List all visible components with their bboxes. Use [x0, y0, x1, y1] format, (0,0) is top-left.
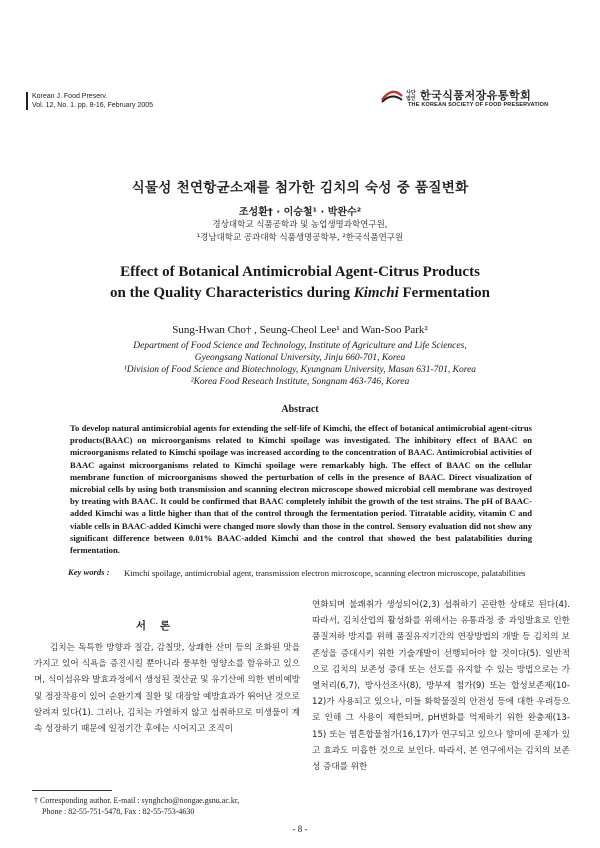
affiliation-english-line: Department of Food Science and Technology, Institute of Agriculture and Life Sciences,: [133, 341, 467, 351]
society-type-label: 사단 법인: [406, 90, 416, 102]
section-heading-introduction: 서론: [135, 620, 185, 632]
footnote-rule: [32, 790, 112, 791]
authors-english: Sung-Hwan Cho† , Seung-Cheol Lee¹ and Wan-Soo Park²: [172, 324, 428, 336]
body-column-right: 연화되며 불쾌취가 생성되어(2,3) 섭취하기 곤란한 상태로 된다(4). 따라서, 김치산업의 활성화를 위해서는 유통과정 중 과잉발효로 인한 품질저하 방지를 위해 품질유지기간의 연장방법의 개발 등 김치의 보존성을 증대시키 위한 기술개발이 선행되어야 할 것이다(5). 일반적으로 김치의 보존성 증대 또는 선도를 유지할 수 있는 방법으로는 가열처리(6,7), 방사선조사(8), 방부제 첨가(9) 또는 합성보존제(10-12)가 사용되고 있으나, 이들 화학물질의 안전성 등에 대한 우려등으로 인해 그 사용이 제한되며, pH변화를 억제하기 위한 완충제(13-15) 또는 염흔합물첨가(16,17)가 연구되고 있으나 향미에 문제가 있고 효과도 미흡한 것으로 보인다. 따라서, 본 연구에서는 김치의 보존성 증대를 위한: [312, 600, 570, 773]
affiliation-english-line: ²Korea Food Reseach Institute, Songnam 463-746, Korea: [190, 377, 410, 387]
title-english: [0, 262, 600, 304]
title-korean: 식물성 천연항균소재를 첨가한 김치의 숙성 중 품질변화: [131, 180, 469, 196]
page-number: - 8 -: [292, 824, 308, 834]
affiliation-english-line: Gyeongsang National University, Jinju 660-701, Korea: [194, 353, 406, 363]
footnote-phone: Phone : 82-55-751-5478, Fax : 82-55-753-4630: [42, 807, 195, 816]
society-logo-icon: [380, 88, 404, 104]
affiliation-korean-1: 경상대학교 식품공학과 및 농업생명과학연구원,: [212, 220, 388, 230]
title-english-line2: on the Quality Characteristics during Kimchi Fermentation: [110, 285, 490, 301]
abstract-text: To develop natural antimicrobial agents for extending the self-life of Kimchi, the effect of botanical antimicrobial agent-citrus products(BAAC) on microorganisms related to Kimchi spoilage was investigated. The inhibitory effect of BAAC on microorganisms related to Kimchi spoilage was increased according to the concentration of BAAC. Antimicrobial activities of BAAC against microorganisms related to Kimchi spoilage were remarkably high. The effect of BAAC on the cellular membrane function of microorganisms showed the perturbation of cells in the presence of BAAC. Direct visualization of microbial cells by using both transmission and scanning electron microscope showed microbial cell membrane was destroyed by treating with BAAC. It could be confirmed that BAAC completely inhibit the growth of the test strains. The pH of BAAC-added Kimchi was a little higher than that of the control through the fermentation period. Titratable acidity, vitamin C and viable cells in BAAC-added Kimchi were changed more slowly than those in the control. Sensory evaluation did not show any significant difference between 0.01% BAAC-added Kimchi and the control that showed the best palatabilities during fermentation.: [70, 423, 532, 556]
journal-name: Korean J. Food Preserv.: [32, 93, 108, 100]
journal-rule: [26, 92, 28, 110]
affiliation-korean-2: ¹경남대학교 공과대학 식품생명공학부, ²한국식품연구원: [196, 233, 404, 243]
keywords-label: Key words :: [68, 567, 110, 577]
footnote: [34, 795, 304, 817]
affiliation-english: [0, 340, 600, 388]
body-column-left: 김치는 독특한 방향과 질감, 감칠맛, 상쾌한 산미 등의 조화된 맛을 가지고 있어 식욕을 증진시킬 뿐아니라 풍부한 영양소를 함유하고 있으며, 식이섬유와 발효과정에서 생성된 젖산균 및 유기산에 의한 변비예방 및 정장작용이 있어 순환기계 질환 및 대장암 예방효과가 뛰어난 것으로 알려져 있다(1). 그러나, 김치는 가열하지 않고 섭취하므로 미생물이 계속 성장하기 때문에 일정기간 후에는 시어지고 조직이: [34, 643, 300, 735]
keywords-text: Kimchi spoilage, antimicrobial agent, transmission electron microscope, scanning electron microscope, palatabilities: [124, 568, 526, 578]
authors-korean: 조성환† · 이승철¹ · 박완수²: [238, 207, 362, 218]
footnote-email: † Corresponding author. E-mail : synghcho@nongae.gsnu.ac.kr,: [34, 796, 240, 805]
title-english-line1: Effect of Botanical Antimicrobial Agent-Citrus Products: [120, 264, 480, 280]
journal-citation: [32, 92, 153, 110]
society-name-en: THE KOREAN SOCIETY OF FOOD PRESERVATION: [408, 102, 549, 108]
abstract-heading: Abstract: [281, 404, 319, 415]
affiliation-english-line: ¹Division of Food Science and Biotechnology, Kyungnam University, Masan 631-701, Korea: [123, 365, 477, 375]
journal-volume: Vol. 12, No. 1. pp. 8-16, February 2005: [32, 102, 154, 109]
society-name-ko: 한국식품저장유통학회: [420, 89, 532, 102]
